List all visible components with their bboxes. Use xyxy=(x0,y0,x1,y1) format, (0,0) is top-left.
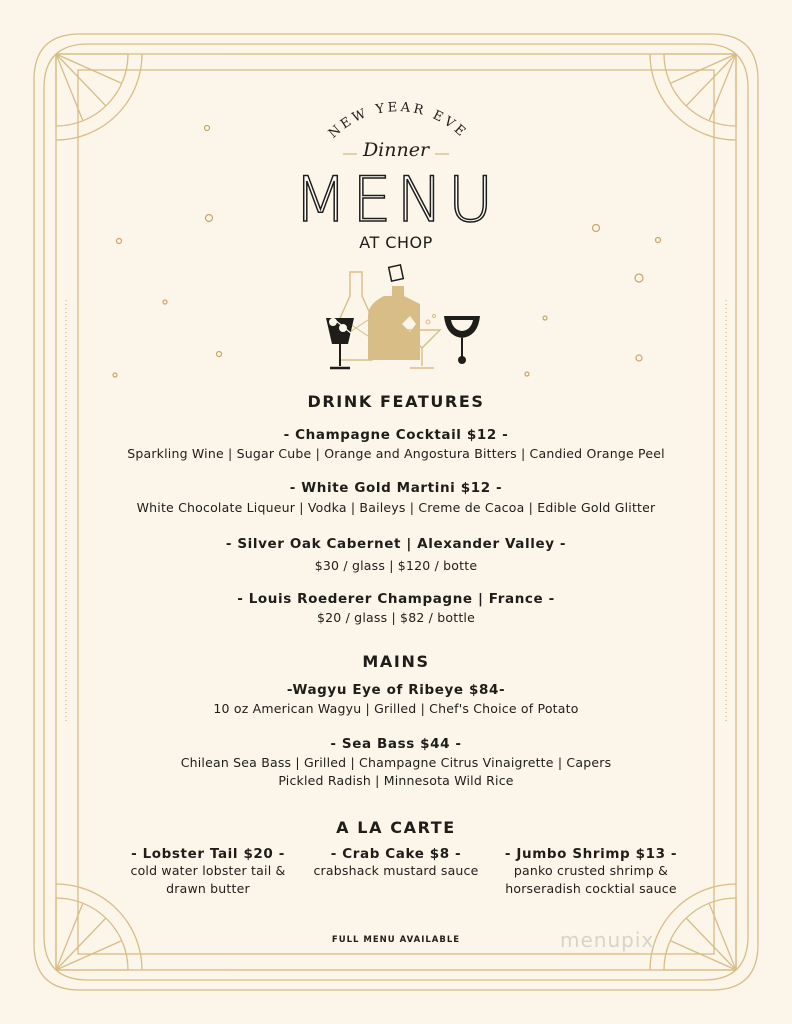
full-menu-note: FULL MENU AVAILABLE xyxy=(331,935,461,945)
menu-item-desc: Sparkling Wine | Sugar Cube | Orange and Angostura Bitters | Candied Orange Peel xyxy=(127,446,665,461)
menu-item-desc: $20 / glass | $82 / bottle xyxy=(316,610,476,625)
menu-item-desc: Chilean Sea Bass | Grilled | Champagne Citrus Vinaigrette | Capers xyxy=(180,755,612,770)
menu-item-desc: panko crusted shrimp & xyxy=(513,863,669,878)
carte-item-lobster xyxy=(104,846,312,898)
carte-item-crab-cake xyxy=(296,846,496,880)
menu-item-name: - Lobster Tail $20 - xyxy=(131,846,285,862)
svg-text:NEW YEAR EVE xyxy=(326,100,470,141)
menu-item-name: - White Gold Martini $12 - xyxy=(289,480,503,496)
menu-item-desc: crabshack mustard sauce xyxy=(313,863,479,878)
dinner-subtitle: Dinner xyxy=(362,139,430,161)
menu-item-name: - Silver Oak Cabernet | Alexander Valley - xyxy=(225,536,567,552)
page-title: MENU xyxy=(293,163,499,236)
carte-item-jumbo-shrimp xyxy=(484,846,698,898)
location-label: AT CHOP xyxy=(359,233,433,252)
menu-item-name: - Champagne Cocktail $12 - xyxy=(283,427,509,443)
mains-heading: MAINS xyxy=(362,652,430,671)
drink-features-heading: DRINK FEATURES xyxy=(307,392,485,411)
new-year-eve-label: NEW YEAR EVE xyxy=(325,100,471,142)
menu-item-desc: cold water lobster tail & xyxy=(130,863,286,878)
menu-item-desc: drawn butter xyxy=(166,881,250,896)
menu-item-desc: horseradish cocktial sauce xyxy=(505,881,677,896)
a-la-carte-heading: A LA CARTE xyxy=(336,818,456,837)
menu-item-desc: Pickled Radish | Minnesota Wild Rice xyxy=(278,773,514,788)
menu-item-name: - Jumbo Shrimp $13 - xyxy=(504,846,678,862)
menu-item-name: - Louis Roederer Champagne | France - xyxy=(237,591,555,607)
menu-item-desc: $30 / glass | $120 / botte xyxy=(314,558,478,573)
menu-item-name: -Wagyu Eye of Ribeye $84- xyxy=(286,682,506,698)
menu-item-name: - Crab Cake $8 - xyxy=(330,846,462,862)
menu-item-desc: White Chocolate Liqueur | Vodka | Baileys | Creme de Cacoa | Edible Gold Glitter xyxy=(136,500,656,515)
menu-item-desc: 10 oz American Wagyu | Grilled | Chef's Choice of Potato xyxy=(213,701,579,716)
watermark-logo: menupix xyxy=(560,928,655,952)
menu-item-name: - Sea Bass $44 - xyxy=(330,736,462,752)
